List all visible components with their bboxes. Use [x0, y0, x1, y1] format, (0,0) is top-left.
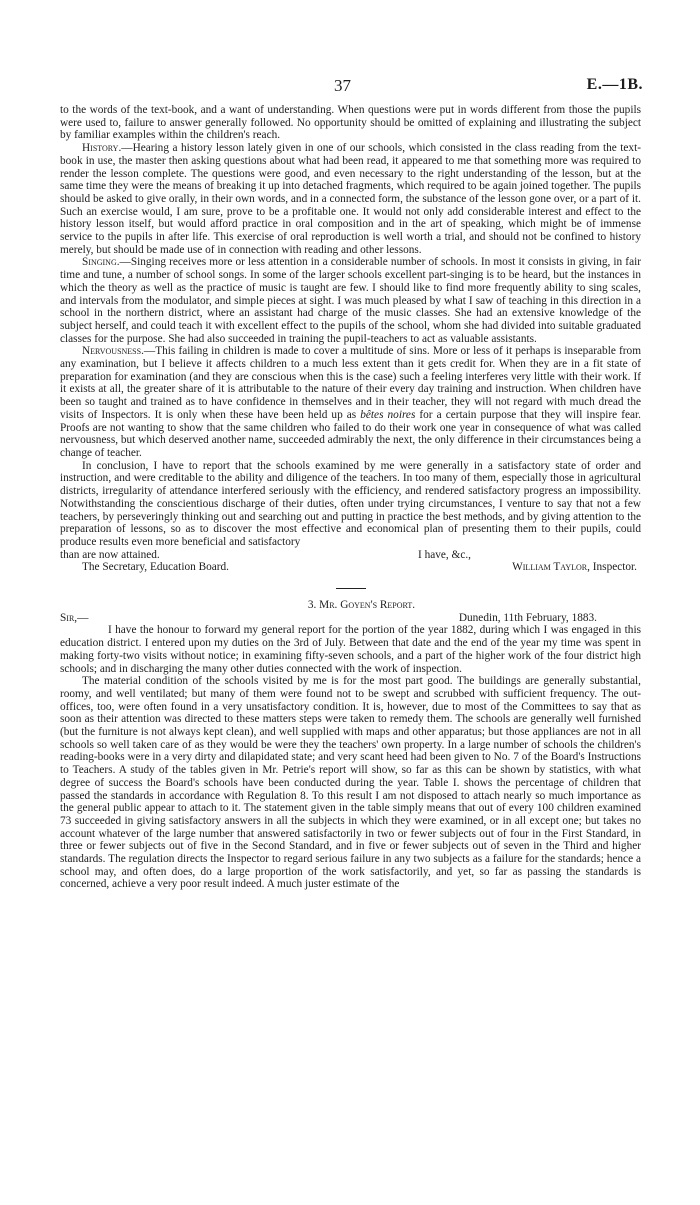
report2-paragraph-2: The material condition of the schools visited by me is for the most part good. The buildings are generally substantial, roomy, and well ventilated; but many of them were found not to be swept and scrubbed with sufficient frequency. The out-offices, too, were often found in a very unsatisfactory condition. It is, however, due to most of the Committees to say that as soon as their attention was directed to these matters steps were taken to remedy them. The schools are generally well furnished (but the furniture is not always kept clean), and well supplied with maps and other apparatus; but those appliances are not in all schools so well taken care of as they would be were they the teachers' own property. In a large number of schools the children's reading-books were in a very dirty and dilapidated state; and very scant heed had been given to No. 7 of the Board's Instructions to Teachers. A study of the tables given in Mr. Petrie's report will show, so far as this can be shown by statistics, with what degree of success the Board's schools have been conducted during the year. Table I. shows the percentage of children that passed the standards in accordance with Regulation 8. To this result I am not disposed to attach nearly so much importance as the general public appear to attach to it. The statement given in the table simply means that out of every 100 children examined 73 succeeded in giving satisfactory answers in all the subjects in which they were examined, or in all except one; but takes no account whatever of the large number that answered satisfactorily in two or fewer subjects out of four in the First Standard, in three or fewer subjects out of five in the Second Standard, and in five or fewer subjects out of seven in the Third and higher standards. The regulation directs the Inspector to regard serious failure in any two subjects as a failure for the standards; hence a school may, and often does, do a large proportion of the work satisfactorily, and yet, so far as passing the standards is concerned, achieve a very poor result indeed. A much juster estimate of the [60, 675, 641, 891]
paragraph-singing [60, 256, 641, 345]
paragraph-reading-continued: to the words of the text-book, and a want of understanding. When questions were put in words different from those the pupils were used to, failure to answer generally followed. No opportunity should be omitted of explaining and illustrating the subject by familiar examples within the children's reach. [60, 104, 641, 142]
report-title: 3. Mr. Goyen's Report. [307, 599, 416, 612]
page-header [0, 76, 700, 100]
paragraph-nervousness [60, 345, 641, 459]
paragraph-conclusion: In conclusion, I have to report that the schools examined by me were generally in a satisfactory state of order and instruction, and were creditable to the ability and diligence of the teachers. In too many of them, especially those in agricultural districts, irregularity of attendance interfered seriously with the efficiency, and rendered satisfactory progress an impossibility. Notwithstanding the conscientious discharge of their duties, often under trying circumstances, I venture to say that not a few teachers, by perseveringly thinking out and searching out and putting in practice the best methods, and by giving attention to the preparation of lessons, so as to discover the most effective and economical plan of presenting them to their pupils, could produce results even more beneficial and satisfactory [60, 459, 641, 548]
document-code: E.—1B. [586, 76, 643, 93]
salutation: Sir,— [60, 611, 89, 624]
heading-history: History. [82, 142, 122, 155]
paragraph-history [60, 142, 641, 256]
salutation-row [60, 612, 641, 625]
report2-paragraph-1: I have the honour to forward my general report for the portion of the year 1882, during which I was engaged in this education district. I entered upon my duties on the 3rd of July. Between that date and the end of the year my time was spent in making forty-two visits without notice; in examining fifty-seven schools, and a part of the higher work of the four district high schools; and in discharging the many other duties connected with the work of inspection. [60, 624, 641, 675]
heading-singing: Singing. [82, 256, 120, 269]
signature-row [60, 561, 641, 574]
nervousness-text-a: —This failing in children is made to cover a multitude of sins. More or less of it perhaps is inseparable from any examination, but I believe it affects children to a much less extent than it gets credit for. When they are in a fit state of preparation for examination (and they are conscious when this is the case) such a feeling interferes very little with their work. If it exists at all, the greater share of it is attributable to the nature of their every day training and instruction. When children have been so taught and trained as to have confidence in themselves and in their teacher, they will not regard with much dread the visits of Inspectors. It is only when these have been held up as [60, 345, 641, 421]
addressee: The Secretary, Education Board. [82, 561, 230, 574]
section-divider [336, 588, 366, 589]
singing-text: —Singing receives more or less attention in a considerable number of schools. In most it consists in giving, in fair time and tune, a number of school songs. In some of the larger schools excellent part-singing is to be heard, but the instances in which the theory as well as the practice of music is taught are few. I should like to find more frequently ability to sing scales, and intervals from the modulator, and simple pieces at sight. I was much pleased by what I saw of teaching in this direction in a school in the northern district, where an assistant had charge of the music classes. She had an extensive knowledge of the subject herself, and could teach it with excellent effect to the pupils of the school, whom she had divided into suitable graduated classes for the purpose. She had also succeeded in training the pupil-teachers to act as valuable assistants. [60, 256, 641, 345]
signature [512, 561, 641, 574]
conclusion-last-line: than are now attained. [60, 548, 160, 561]
nervousness-italic-phrase: bêtes noires [360, 408, 416, 421]
conclusion-closing-row [60, 549, 641, 562]
signatory-name: William Taylor [512, 561, 588, 574]
page-number: 37 [334, 76, 351, 95]
nervousness-text-b: for a certain purpose that they will inspire fear. Proofs are not wanting to show that the same children who failed to do their work one year in consequence of what was called nervousness, but which deserved another name, succeeded admirably the next, the only difference in their circumstances being a change of teacher. [60, 408, 641, 459]
closing-line: I have, &c., [417, 548, 471, 561]
heading-nervousness: Nervousness. [82, 345, 144, 358]
history-text: —Hearing a history lesson lately given in one of our schools, which consisted in the class reading from the text-book in use, the master then asking questions about what had been read, it appeared to me that something more was required to render the lesson complete. The questions were good, and even necessary to the right understanding of the lesson, but at the same time they were the means of breaking it up into detached fragments, which required to be again joined together. The pupils should be asked to give orally, in their own words, and in a connected form, the substance of the lesson gone over, or a part of it. Such an exercise would, I am sure, prove to be a profitable one. It would not only add considerable interest and effect to the history lesson itself, but would afford practice in oral composition and in the art of speaking, which might be of immense service to the pupils in after life. This exercise of oral reproduction is well worth a trial, and should not be confined to history merely, but should be made use of in connection with reading and other lessons. [60, 142, 641, 256]
report-date: Dunedin, 11th February, 1883. [458, 611, 597, 624]
body-text [60, 104, 641, 891]
signatory-title: , Inspector. [587, 561, 637, 574]
